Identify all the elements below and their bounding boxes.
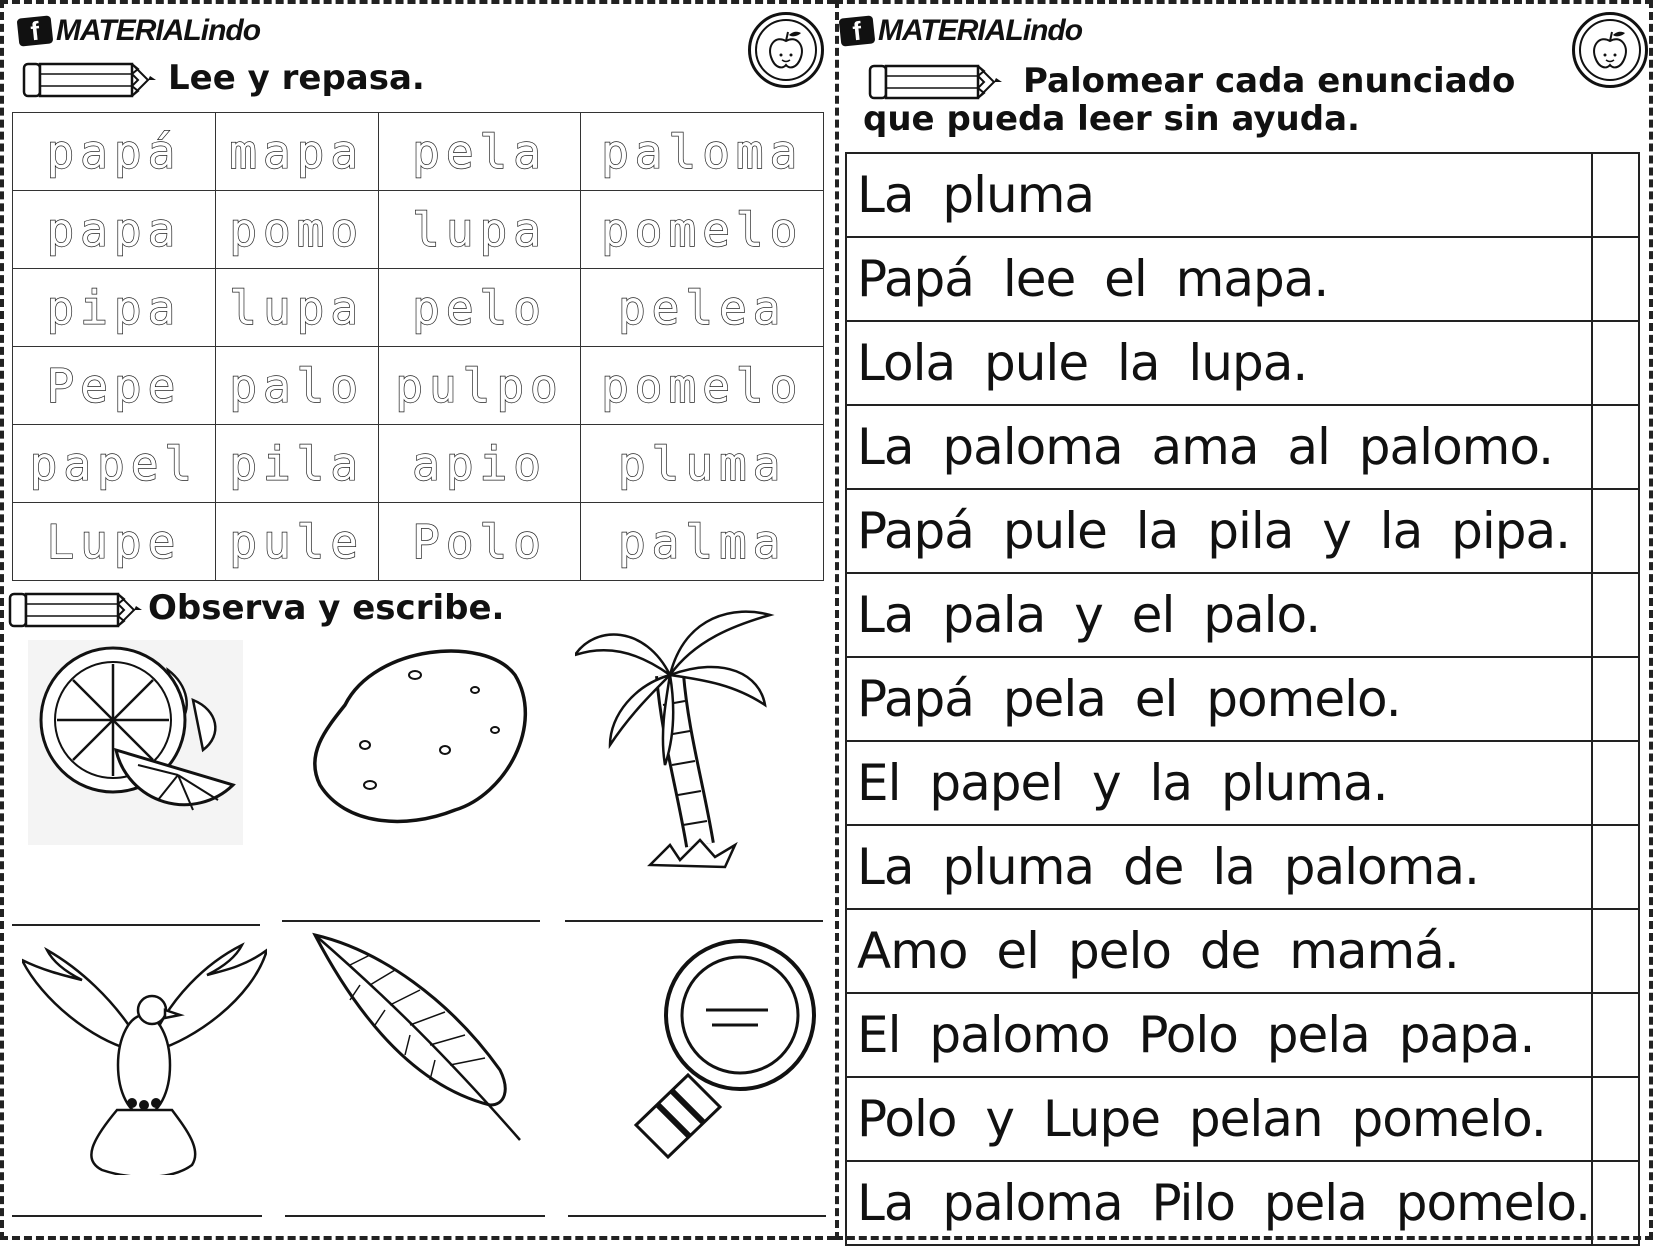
trace-word: pila xyxy=(215,425,378,503)
table-row xyxy=(13,269,824,347)
writing-line[interactable] xyxy=(12,1215,262,1217)
trace-word: paloma xyxy=(581,113,824,191)
check-box[interactable] xyxy=(1592,573,1639,657)
writing-line[interactable] xyxy=(12,924,260,926)
trace-word: Polo xyxy=(378,503,581,581)
trace-word: Lupe xyxy=(13,503,216,581)
sentence-text: Papá lee el mapa. xyxy=(846,237,1592,321)
sentence-text: La paloma Pilo pela pomelo. xyxy=(846,1161,1592,1245)
check-box[interactable] xyxy=(1592,993,1639,1077)
apple-seal-icon xyxy=(748,12,824,88)
trace-word: papá xyxy=(13,113,216,191)
check-box[interactable] xyxy=(1592,153,1639,237)
sentence-text: El palomo Polo pela papa. xyxy=(846,993,1592,1077)
trace-word: pomelo xyxy=(581,347,824,425)
brand-name: MATERIALindo xyxy=(878,14,1083,47)
check-box[interactable] xyxy=(1592,321,1639,405)
writing-line[interactable] xyxy=(285,1215,545,1217)
dove-icon xyxy=(22,940,267,1175)
table-row xyxy=(13,113,824,191)
potato-icon xyxy=(305,635,535,835)
trace-word: Pepe xyxy=(13,347,216,425)
table-row xyxy=(13,503,824,581)
writing-line[interactable] xyxy=(568,1215,826,1217)
sentence-text: Papá pela el pomelo. xyxy=(846,657,1592,741)
pencil-icon xyxy=(22,60,158,100)
sentence-text: La pluma xyxy=(846,153,1592,237)
trace-word: pomo xyxy=(215,191,378,269)
table-row xyxy=(846,573,1639,657)
table-row xyxy=(846,909,1639,993)
table-row xyxy=(846,1161,1639,1245)
facebook-icon: f xyxy=(17,15,54,46)
pencil-icon xyxy=(8,590,144,630)
table-row xyxy=(846,657,1639,741)
brand-logo-right xyxy=(840,14,1082,48)
writing-line[interactable] xyxy=(565,920,823,922)
check-box[interactable] xyxy=(1592,405,1639,489)
table-row xyxy=(846,741,1639,825)
sentence-text: Papá pule la pila y la pipa. xyxy=(846,489,1592,573)
table-row xyxy=(846,153,1639,237)
sentence-text: El papel y la pluma. xyxy=(846,741,1592,825)
table-row xyxy=(846,321,1639,405)
sentence-text: La pala y el palo. xyxy=(846,573,1592,657)
table-row xyxy=(846,825,1639,909)
sentence-text: Amo el pelo de mamá. xyxy=(846,909,1592,993)
feather-icon xyxy=(310,930,525,1145)
apple-seal-icon xyxy=(1572,12,1648,88)
trace-word: mapa xyxy=(215,113,378,191)
brand-logo-left xyxy=(18,14,260,48)
trace-word: pelo xyxy=(378,269,581,347)
check-box[interactable] xyxy=(1592,489,1639,573)
trace-word: lupa xyxy=(215,269,378,347)
trace-word: apio xyxy=(378,425,581,503)
sentence-text: Lola pule la lupa. xyxy=(846,321,1592,405)
sentence-text: La pluma de la paloma. xyxy=(846,825,1592,909)
trace-word: pluma xyxy=(581,425,824,503)
check-box[interactable] xyxy=(1592,1161,1639,1245)
sentence-text: La paloma ama al palomo. xyxy=(846,405,1592,489)
section-title-read: Lee y repasa. xyxy=(168,58,425,98)
check-box[interactable] xyxy=(1592,909,1639,993)
section-title-observe: Observa y escribe. xyxy=(148,588,505,628)
trace-word: pomelo xyxy=(581,191,824,269)
table-row xyxy=(846,405,1639,489)
palm-tree-icon xyxy=(575,595,775,870)
check-box[interactable] xyxy=(1592,741,1639,825)
trace-word: pulpo xyxy=(378,347,581,425)
trace-word: lupa xyxy=(378,191,581,269)
instruction-text: Palomear cada enunciado que pueda leer sin ayuda. xyxy=(863,61,1516,139)
facebook-icon: f xyxy=(839,15,876,46)
trace-word: pule xyxy=(215,503,378,581)
table-row xyxy=(846,237,1639,321)
trace-word: palma xyxy=(581,503,824,581)
table-row xyxy=(846,489,1639,573)
sentence-text: Polo y Lupe pelan pomelo. xyxy=(846,1077,1592,1161)
trace-word: palo xyxy=(215,347,378,425)
tracing-word-table xyxy=(12,112,824,581)
brand-name: MATERIALindo xyxy=(56,14,261,47)
table-row xyxy=(13,347,824,425)
trace-word: papa xyxy=(13,191,216,269)
trace-word: pipa xyxy=(13,269,216,347)
sentence-checklist xyxy=(845,152,1640,1246)
grapefruit-icon xyxy=(28,640,243,845)
check-box[interactable] xyxy=(1592,237,1639,321)
trace-word: papel xyxy=(13,425,216,503)
writing-line[interactable] xyxy=(282,920,540,922)
table-row xyxy=(13,191,824,269)
check-box[interactable] xyxy=(1592,825,1639,909)
trace-word: pela xyxy=(378,113,581,191)
magnifier-icon xyxy=(628,935,818,1160)
trace-word: pelea xyxy=(581,269,824,347)
check-box[interactable] xyxy=(1592,657,1639,741)
table-row xyxy=(846,993,1639,1077)
check-box[interactable] xyxy=(1592,1077,1639,1161)
table-row xyxy=(846,1077,1639,1161)
table-row xyxy=(13,425,824,503)
